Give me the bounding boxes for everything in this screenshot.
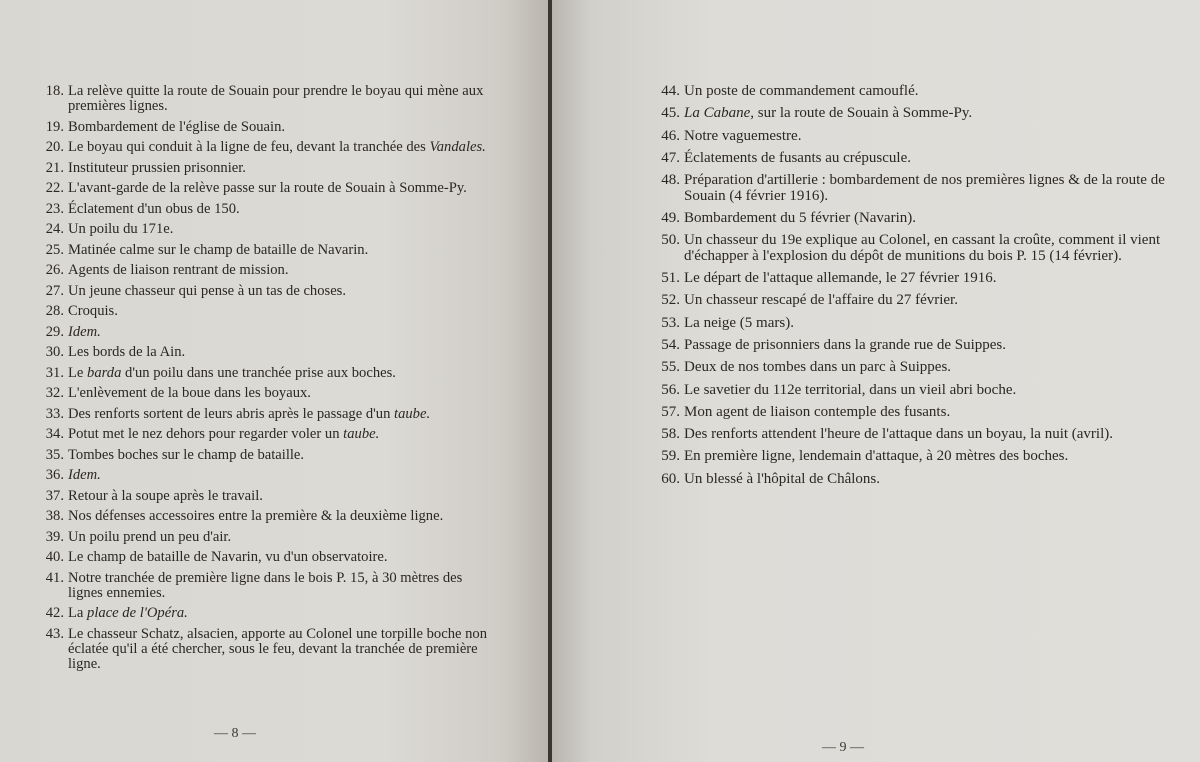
entry-text: Un jeune chasseur qui pense à un tas de choses.	[68, 282, 347, 299]
entry-text: Bombardement du 5 février (Navarin).	[684, 209, 916, 226]
entry-number: 33.	[45, 405, 64, 422]
entry-italic-text: taube.	[394, 405, 431, 422]
entry-text: Passage de prisonniers dans la grande rue de Suippes.	[684, 336, 1007, 353]
list-item	[22, 161, 492, 176]
entry-number: 28.	[45, 303, 64, 319]
entry-text: Préparation d'artillerie : bombardement de nos premières lignes & de la route de Souain (4 février 1916).	[684, 172, 1165, 204]
list-item	[638, 449, 1172, 465]
list-item	[22, 222, 492, 237]
entry-text: L'enlèvement de la boue dans les boyaux.	[68, 385, 311, 401]
entry-italic-text: taube.	[343, 426, 380, 442]
entry-number: 51.	[661, 270, 680, 287]
list-item	[22, 468, 492, 483]
list-item	[22, 571, 492, 601]
right-page	[552, 0, 1200, 762]
entry-text: Un poilu du 171e.	[68, 221, 174, 237]
list-item	[638, 293, 1172, 309]
entry-text: Des renforts sortent de leurs abris après le passage d'un	[68, 405, 395, 422]
entry-number: 21.	[45, 159, 64, 176]
entry-number: 54.	[661, 336, 680, 353]
entry-text: Nos défenses accessoires entre la première & la deuxième ligne.	[68, 508, 444, 524]
list-item	[22, 325, 492, 340]
entry-number: 22.	[45, 180, 64, 196]
entry-number: 43.	[45, 625, 64, 642]
list-item	[22, 84, 492, 114]
entry-number: 39.	[45, 528, 64, 545]
list-item	[638, 472, 1172, 488]
list-item	[638, 316, 1172, 332]
entry-text: Des renforts attendent l'heure de l'attaque dans un boyau, la nuit (avril).	[684, 426, 1114, 443]
entry-text: Le chasseur Schatz, alsacien, apporte au Colonel une torpille boche non éclatée qu'il a été chercher, sous le feu, devant la tranchée de première ligne.	[68, 625, 488, 672]
list-item	[22, 345, 492, 360]
entry-text: Le	[68, 364, 88, 381]
list-item	[638, 360, 1172, 376]
entry-number: 23.	[45, 200, 64, 217]
list-item	[22, 181, 492, 196]
entry-number: 19.	[45, 118, 64, 135]
entry-text: Tombes boches sur le champ de bataille.	[68, 446, 305, 463]
entry-number: 47.	[661, 149, 680, 166]
entry-number: 46.	[661, 127, 680, 144]
list-item	[638, 427, 1172, 443]
entry-number: 52.	[661, 292, 680, 309]
entry-text: Le boyau qui conduit à la ligne de feu, devant la tranchée des	[68, 139, 430, 155]
entry-text: La relève quitte la route de Souain pour prendre le boyau qui mène aux premières lignes.	[68, 83, 484, 114]
entry-number: 18.	[45, 83, 64, 99]
entry-number: 41.	[45, 569, 64, 586]
list-item	[22, 202, 492, 217]
list-item	[22, 284, 492, 299]
entry-number: 60.	[661, 470, 680, 487]
entry-text: Un blessé à l'hôpital de Châlons.	[684, 470, 881, 487]
entry-italic-text: La Cabane,	[684, 105, 755, 122]
entry-number: 59.	[661, 448, 680, 465]
left-page	[0, 0, 548, 762]
entry-number: 31.	[45, 364, 64, 381]
entry-text: La neige (5 mars).	[684, 314, 794, 331]
entry-text-rest: sur la route de Souain à Somme-Py.	[754, 105, 973, 122]
entry-number: 35.	[45, 446, 64, 463]
entry-text: Le champ de bataille de Navarin, vu d'un observatoire.	[68, 549, 388, 565]
list-item	[22, 550, 492, 565]
entry-text: Deux de nos tombes dans un parc à Suippes.	[684, 359, 952, 376]
entry-number: 26.	[45, 262, 64, 278]
list-item	[22, 304, 492, 319]
list-item	[22, 263, 492, 278]
entry-number: 42.	[45, 605, 64, 621]
entry-text: Un poste de commandement camouflé.	[684, 83, 919, 99]
left-page-number: — 8 —	[214, 726, 256, 741]
list-item	[638, 106, 1172, 122]
entry-text: Un chasseur rescapé de l'affaire du 27 février.	[684, 292, 958, 309]
entry-text: Éclatements de fusants au crépuscule.	[684, 149, 911, 166]
list-item	[22, 120, 492, 135]
entry-number: 32.	[45, 385, 64, 401]
right-entry-list	[638, 84, 1172, 494]
list-item	[638, 151, 1172, 167]
entry-text: Un poilu prend un peu d'air.	[68, 528, 232, 545]
entry-number: 53.	[661, 314, 680, 331]
list-item	[638, 338, 1172, 354]
entry-text: Retour à la soupe après le travail.	[68, 487, 263, 504]
entry-number: 27.	[45, 282, 64, 299]
list-item	[638, 129, 1172, 145]
list-item	[22, 509, 492, 524]
list-item	[638, 173, 1172, 204]
entry-text: Instituteur prussien prisonnier.	[68, 159, 246, 176]
left-entry-list	[22, 84, 492, 677]
list-item	[22, 530, 492, 545]
entry-number: 25.	[45, 241, 64, 258]
entry-number: 45.	[661, 105, 680, 122]
entry-number: 36.	[45, 467, 64, 483]
entry-text: La	[68, 605, 88, 621]
entry-text: Notre vaguemestre.	[684, 127, 802, 144]
entry-number: 58.	[661, 426, 680, 443]
entry-text: Éclatement d'un obus de 150.	[68, 200, 240, 217]
list-item	[638, 233, 1172, 264]
entry-number: 24.	[45, 221, 64, 237]
list-item	[638, 405, 1172, 421]
list-item	[22, 407, 492, 422]
list-item	[22, 448, 492, 463]
entry-italic-text: Idem.	[68, 323, 101, 340]
entry-text: Le savetier du 112e territorial, dans un vieil abri boche.	[684, 381, 1017, 398]
entry-number: 49.	[661, 209, 680, 226]
entry-number: 34.	[45, 426, 64, 442]
entry-number: 57.	[661, 403, 680, 420]
entry-text: Matinée calme sur le champ de bataille de Navarin.	[68, 241, 369, 258]
entry-italic-text: place de l'Opéra.	[87, 605, 188, 621]
entry-text: Notre tranchée de première ligne dans le bois P. 15, à 30 mètres des lignes ennemies.	[68, 569, 463, 601]
entry-number: 55.	[661, 359, 680, 376]
right-page-number: — 9 —	[822, 740, 864, 755]
list-item	[22, 386, 492, 401]
entry-text-rest: d'un poilu dans une tranchée prise aux boches.	[121, 364, 396, 381]
list-item	[22, 427, 492, 442]
entry-text: Bombardement de l'église de Souain.	[68, 118, 286, 135]
list-item	[22, 627, 492, 672]
entry-text: Un chasseur du 19e explique au Colonel, en cassant la croûte, comment il vient d'échapper à l'explosion du dépôt de munitions du bois P. 15 (14 février).	[684, 232, 1161, 264]
entry-text: En première ligne, lendemain d'attaque, à 20 mètres des boches.	[684, 448, 1069, 465]
entry-text: Les bords de la Ain.	[68, 344, 186, 360]
entry-number: 37.	[45, 487, 64, 504]
list-item	[638, 271, 1172, 287]
entry-text: Le départ de l'attaque allemande, le 27 février 1916.	[684, 270, 997, 287]
entry-number: 44.	[661, 83, 680, 99]
list-item	[22, 366, 492, 381]
list-item	[22, 243, 492, 258]
entry-number: 30.	[45, 344, 64, 360]
entry-number: 20.	[45, 139, 64, 155]
entry-number: 38.	[45, 508, 64, 524]
entry-text: Potut met le nez dehors pour regarder voler un	[68, 426, 344, 442]
entry-text: Croquis.	[68, 303, 118, 319]
list-item	[22, 489, 492, 504]
list-item	[638, 383, 1172, 399]
entry-italic-text: Idem.	[68, 467, 101, 483]
list-item	[638, 84, 1172, 100]
list-item	[22, 140, 492, 155]
entry-number: 29.	[45, 323, 64, 340]
list-item	[638, 211, 1172, 227]
entry-number: 40.	[45, 549, 64, 565]
entry-italic-text: barda	[87, 364, 122, 381]
entry-text: Agents de liaison rentrant de mission.	[68, 262, 289, 278]
entry-number: 50.	[661, 232, 680, 249]
entry-number: 56.	[661, 381, 680, 398]
entry-italic-text: Vandales.	[429, 139, 486, 155]
entry-number: 48.	[661, 172, 680, 189]
entry-text: Mon agent de liaison contemple des fusants.	[684, 403, 951, 420]
list-item	[22, 606, 492, 621]
entry-text: L'avant-garde de la relève passe sur la route de Souain à Somme-Py.	[68, 180, 467, 196]
